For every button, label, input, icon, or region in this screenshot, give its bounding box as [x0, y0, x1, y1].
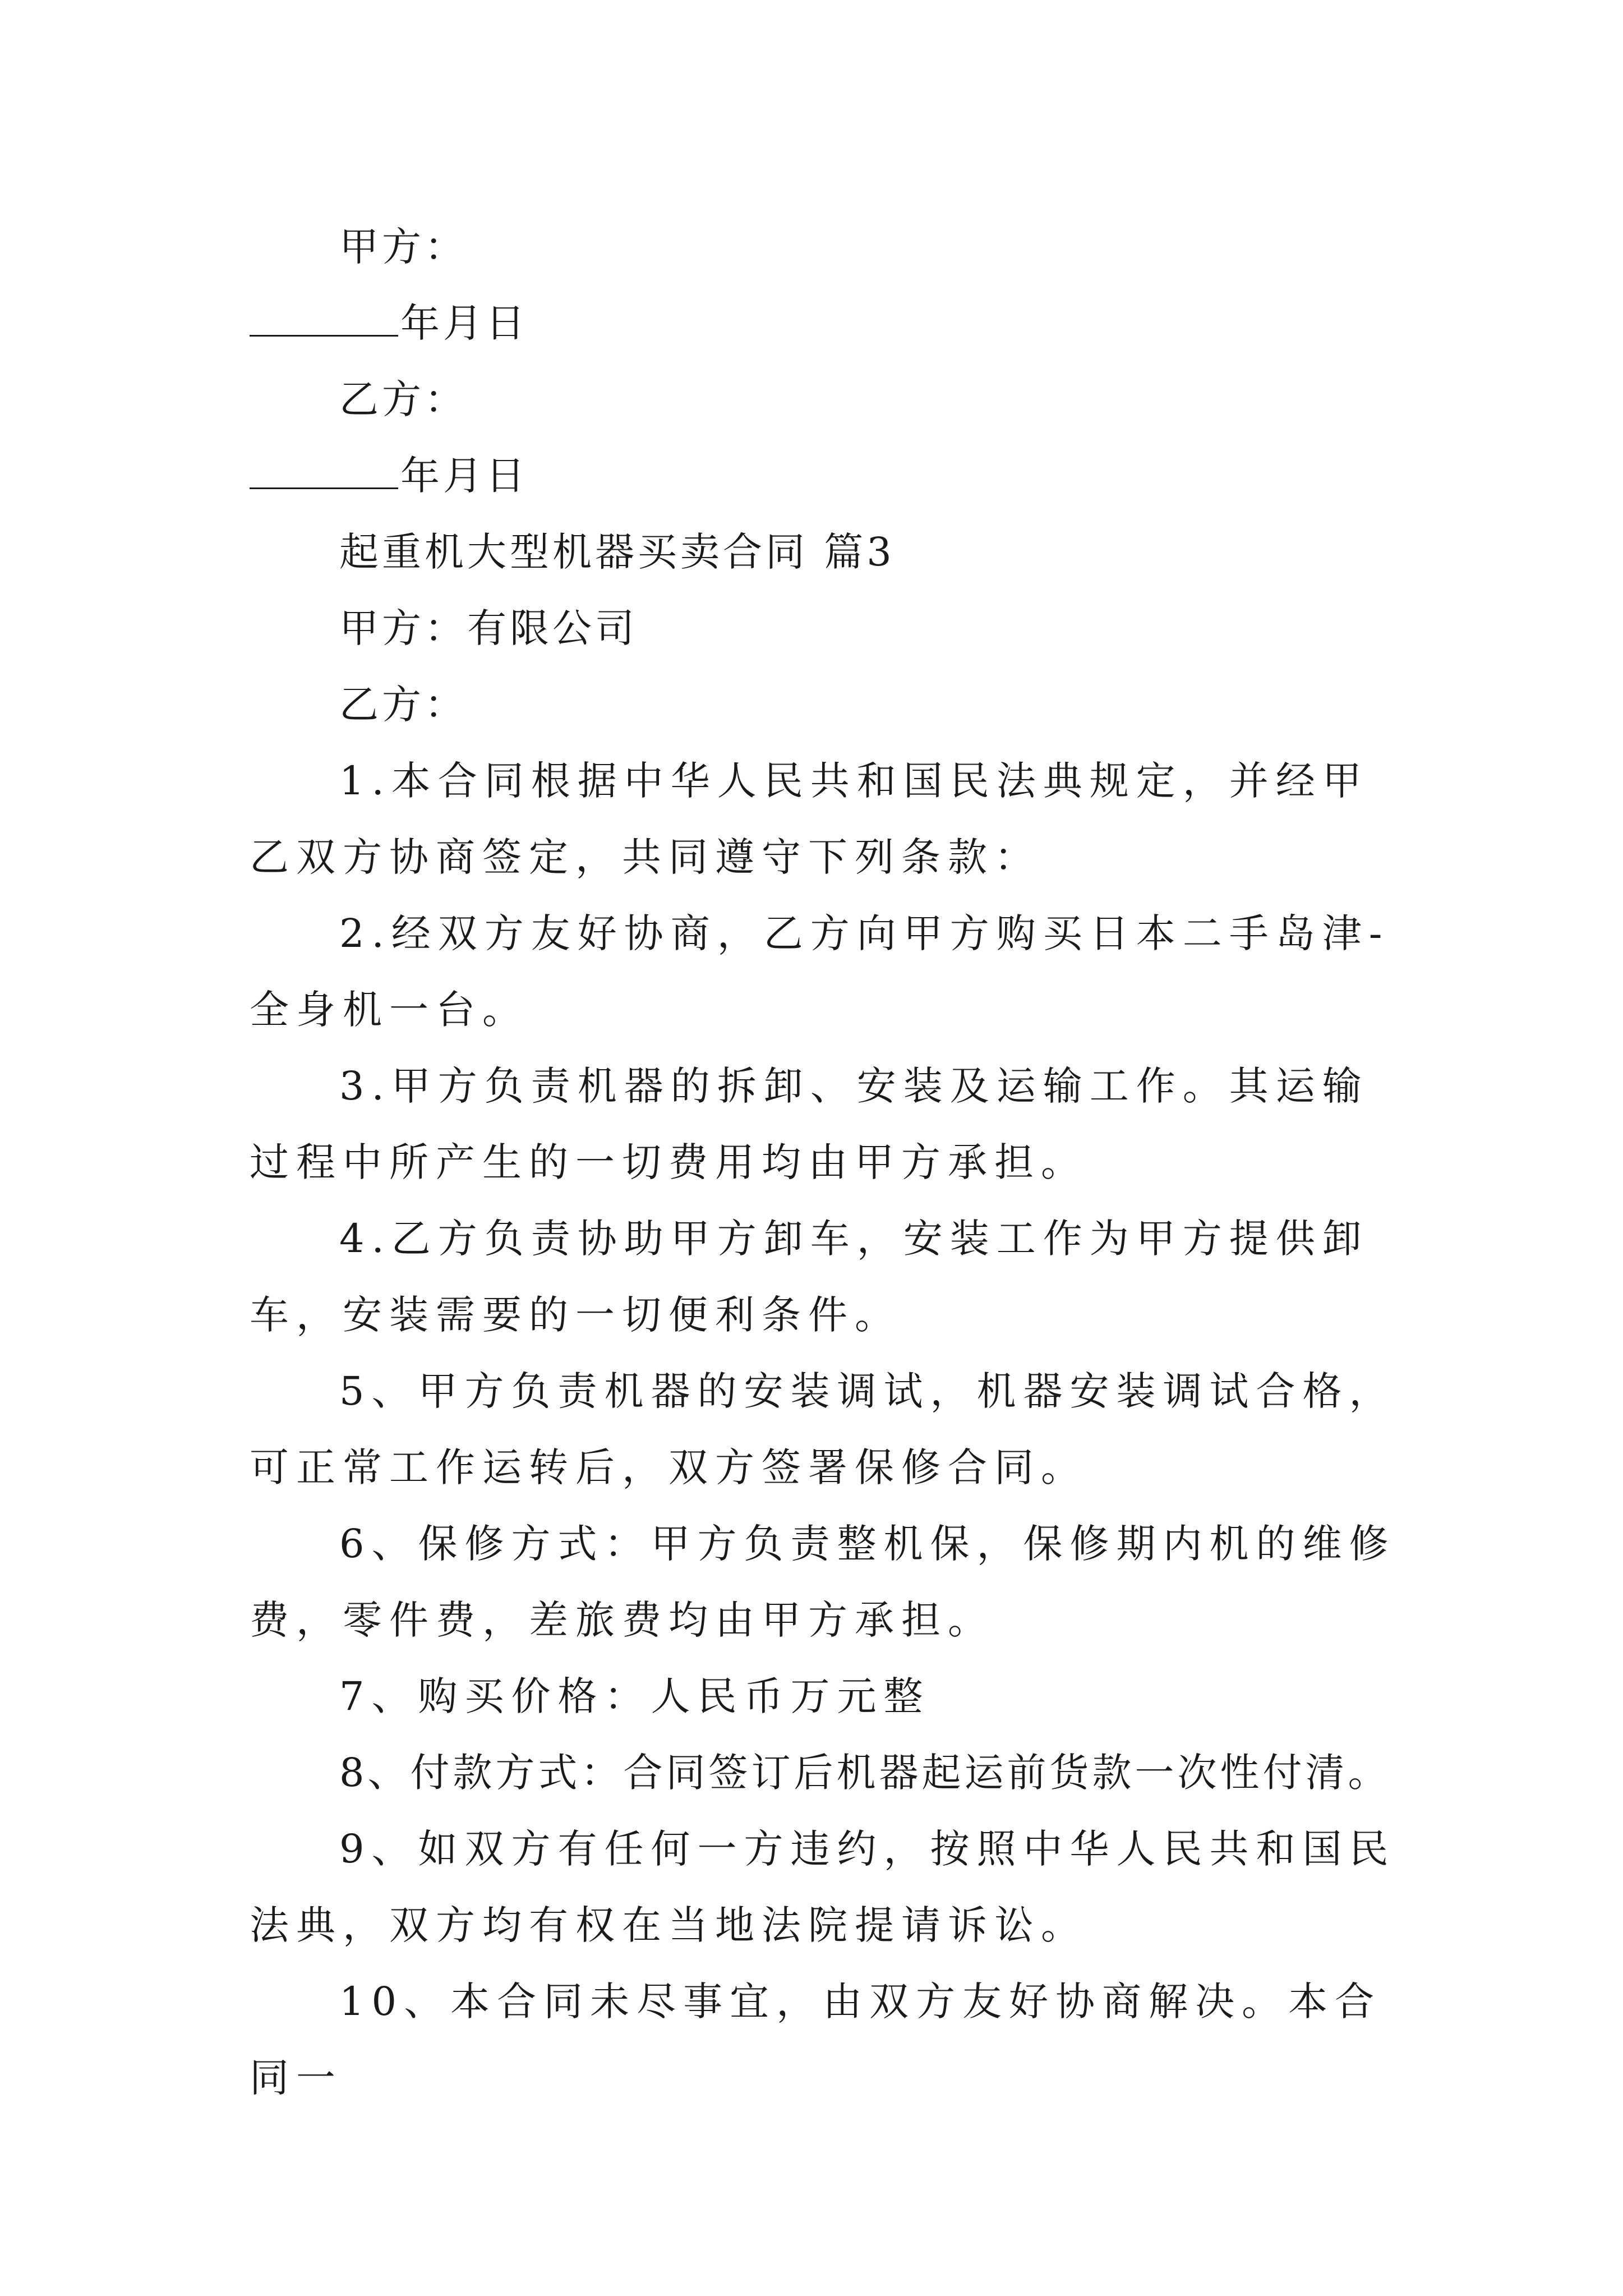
party-b-name: 乙方：	[339, 682, 467, 728]
clause-4: 4.乙方负责协助甲方卸车，安装工作为甲方提供卸车，安装需要的一切便利条件。	[250, 1216, 1369, 1338]
clause-9: 9、如双方有任何一方违约，按照中华人民共和国民法典，双方均有权在当地法院提请诉讼。	[250, 1826, 1396, 1948]
party-b-signature-label: 乙方：	[339, 376, 467, 422]
clause-2: 2.经双方友好协商，乙方向甲方购买日本二手岛津-全身机一台。	[250, 910, 1390, 1033]
clause-6: 6、保修方式：甲方负责整机保，保修期内机的维修费，零件费，差旅费均由甲方承担。	[250, 1521, 1396, 1643]
party-b-date-line	[250, 438, 1396, 514]
clause-7: 7、购买价格：人民币万元整	[339, 1673, 930, 1719]
party-a-signature-label: 甲方：	[339, 224, 467, 270]
clause-8: 8、付款方式：合同签订后机器起运前货款一次性付清。	[339, 1750, 1391, 1796]
party-a-date: 年月日	[400, 300, 528, 346]
clause-1: 1.本合同根据中华人民共和国民法典规定，并经甲乙双方协商签定，共同遵守下列条款：	[250, 758, 1369, 880]
party-a-name: 甲方：有限公司	[339, 605, 638, 651]
document-body	[250, 209, 1396, 2116]
clause-3: 3.甲方负责机器的拆卸、安装及运输工作。其运输过程中所产生的一切费用均由甲方承担。	[250, 1063, 1369, 1185]
date-blank	[250, 452, 398, 489]
section-title: 起重机大型机器买卖合同 篇3	[339, 529, 895, 575]
party-b-date: 年月日	[400, 453, 528, 499]
date-blank	[250, 299, 398, 337]
party-a-date-line	[250, 285, 1396, 361]
clause-10: 10、本合同未尽事宜，由双方友好协商解决。本合同一	[250, 1978, 1382, 2101]
clause-5: 5、甲方负责机器的安装调试，机器安装调试合格，可正常工作运转后，双方签署保修合同。	[250, 1368, 1396, 1490]
